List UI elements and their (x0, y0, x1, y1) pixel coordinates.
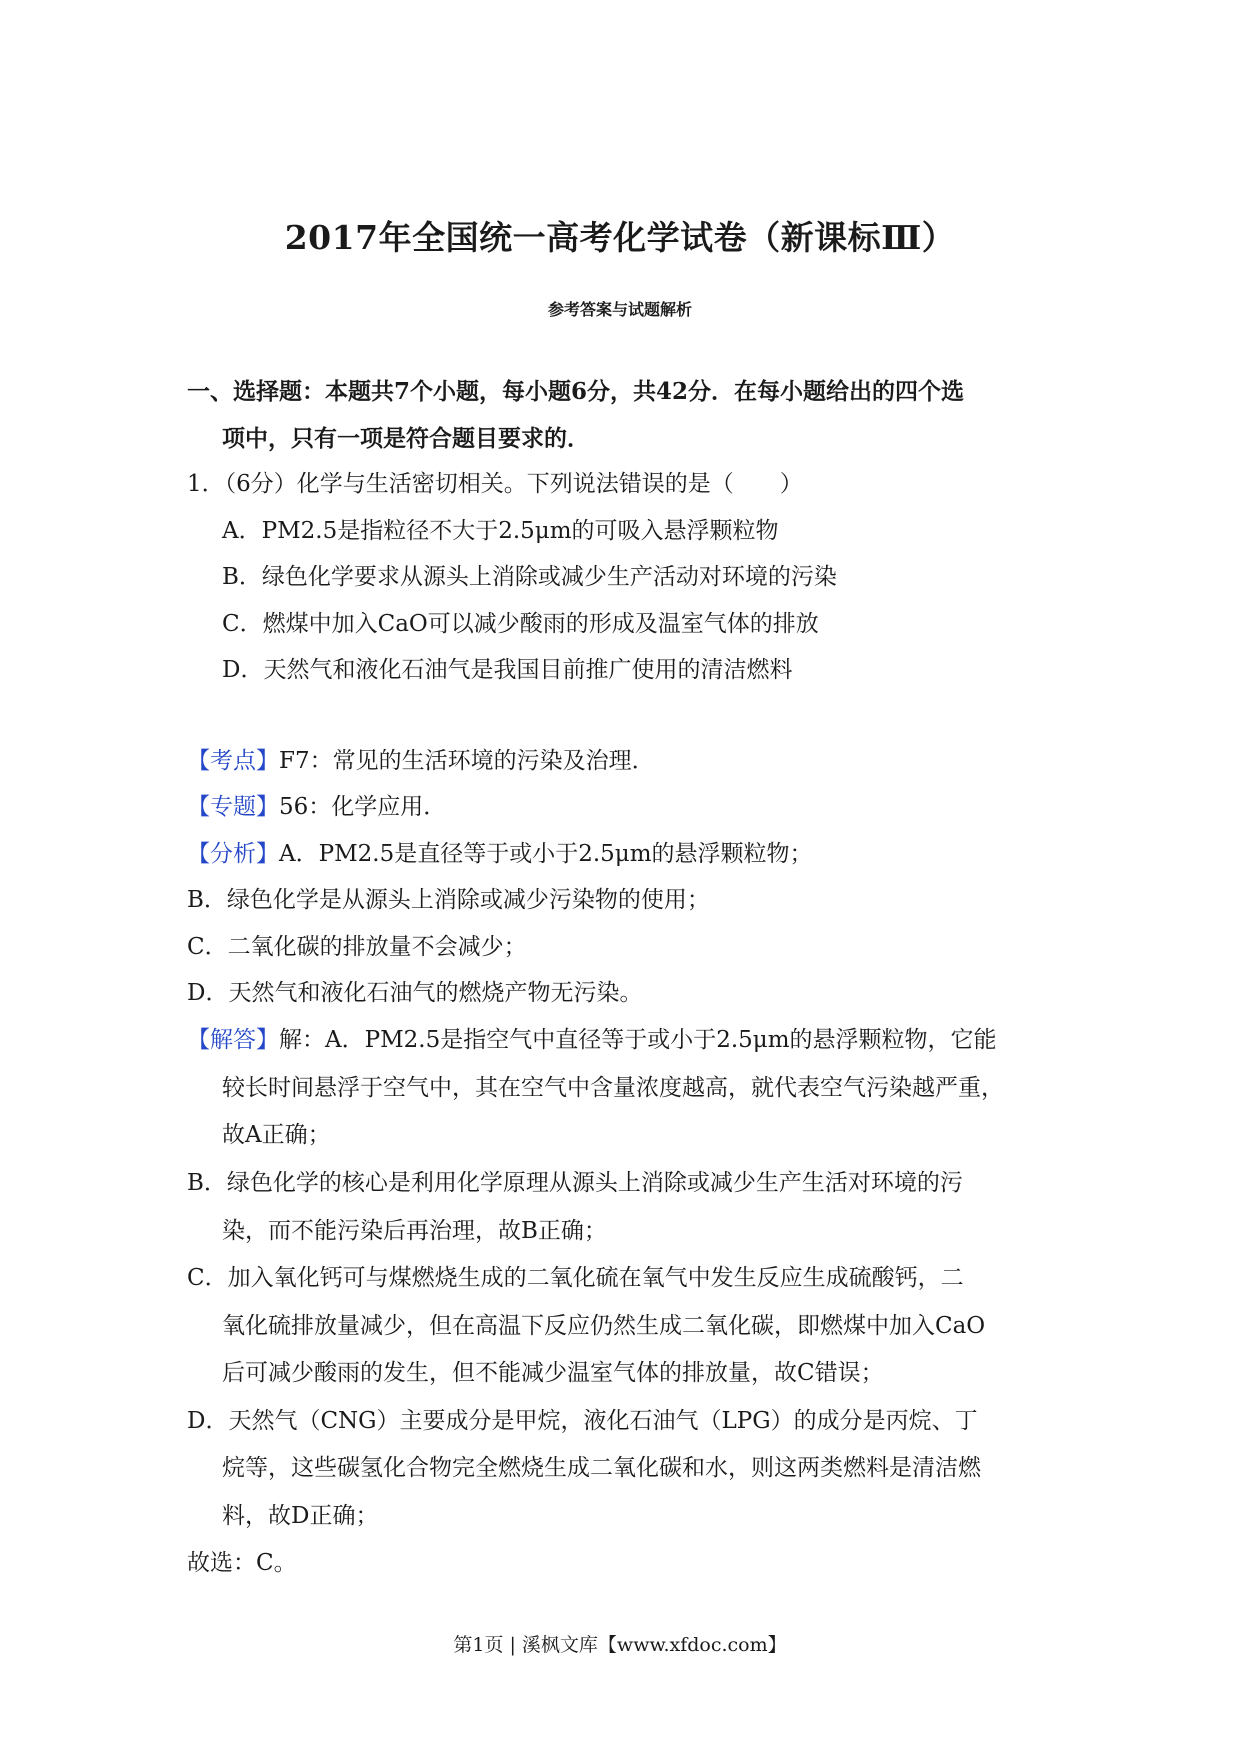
jieda-d-line-3: 料，故D正确； (222, 1503, 379, 1529)
fenxi-line (187, 843, 813, 866)
option-a: A．PM2.5是指粒径不大于2.5μm的可吸入悬浮颗粒物 (222, 518, 779, 544)
option-d: D．天然气和液化石油气是我国目前推广使用的清洁燃料 (222, 657, 793, 683)
fenxi-text: A．PM2.5是直径等于或小于2.5μm的悬浮颗粒物； (279, 841, 813, 867)
kaodian-tag: 【考点】 (187, 748, 279, 774)
zhuanti-tag: 【专题】 (187, 794, 279, 820)
section-heading-line-2: 项中，只有一项是符合题目要求的． (222, 425, 590, 452)
page-title: 2017年全国统一高考化学试卷（新课标Ⅲ） (284, 218, 956, 257)
fenxi-line-c: C．二氧化碳的排放量不会减少； (187, 934, 527, 960)
jieda-c-line-1: C．加入氧化钙可与煤燃烧生成的二氧化硫在氧气中发生反应生成硫酸钙，二 (187, 1265, 964, 1291)
kaodian-text: F7：常见的生活环境的污染及治理． (279, 748, 655, 774)
jieda-text: 解：A．PM2.5是指空气中直径等于或小于2.5μm的悬浮颗粒物，它能 (279, 1027, 997, 1053)
jieda-d-line-2: 烷等，这些碳氢化合物完全燃烧生成二氧化碳和水，则这两类燃料是清洁燃 (222, 1455, 981, 1481)
jieda-c-line-2: 氧化硫排放量减少，但在高温下反应仍然生成二氧化碳，即燃煤中加入CaO (222, 1313, 986, 1339)
option-c: C．燃煤中加入CaO可以减少酸雨的形成及温室气体的排放 (222, 611, 819, 637)
fenxi-tag: 【分析】 (187, 841, 279, 867)
jieda-c-line-3: 后可减少酸雨的发生，但不能减少温室气体的排放量，故C错误； (222, 1360, 884, 1386)
zhuanti-line (187, 796, 446, 819)
jieda-a-cont-2: 故A正确； (222, 1122, 331, 1148)
kaodian-line (187, 750, 655, 773)
page-footer: 第1页 | 溪枫文库【www.xfdoc.com】 (453, 1634, 787, 1656)
jieda-tag: 【解答】 (187, 1027, 279, 1053)
jieda-line (187, 1029, 997, 1052)
fenxi-line-b: B．绿色化学是从源头上消除或减少污染物的使用； (187, 887, 710, 913)
answer-choice: 故选：C。 (187, 1550, 297, 1576)
jieda-a-cont-1: 较长时间悬浮于空气中，其在空气中含量浓度越高，就代表空气污染越严重， (222, 1075, 1004, 1101)
fenxi-line-d: D．天然气和液化石油气的燃烧产物无污染。 (187, 980, 643, 1006)
question-stem: 1．（6分）化学与生活密切相关。下列说法错误的是（ ） (187, 471, 803, 497)
page-subtitle: 参考答案与试题解析 (547, 300, 692, 319)
jieda-b-line-2: 染，而不能污染后再治理，故B正确； (222, 1218, 607, 1244)
zhuanti-text: 56：化学应用． (279, 794, 447, 820)
jieda-d-line-1: D．天然气（CNG）主要成分是甲烷，液化石油气（LPG）的成分是丙烷、丁 (187, 1408, 978, 1434)
option-b: B．绿色化学要求从源头上消除或减少生产活动对环境的污染 (222, 564, 837, 590)
jieda-b-line-1: B．绿色化学的核心是利用化学原理从源头上消除或减少生产生活对环境的污 (187, 1170, 963, 1196)
section-heading-line-1: 一、选择题：本题共7个小题，每小题6分，共42分．在每小题给出的四个选 (187, 378, 965, 405)
